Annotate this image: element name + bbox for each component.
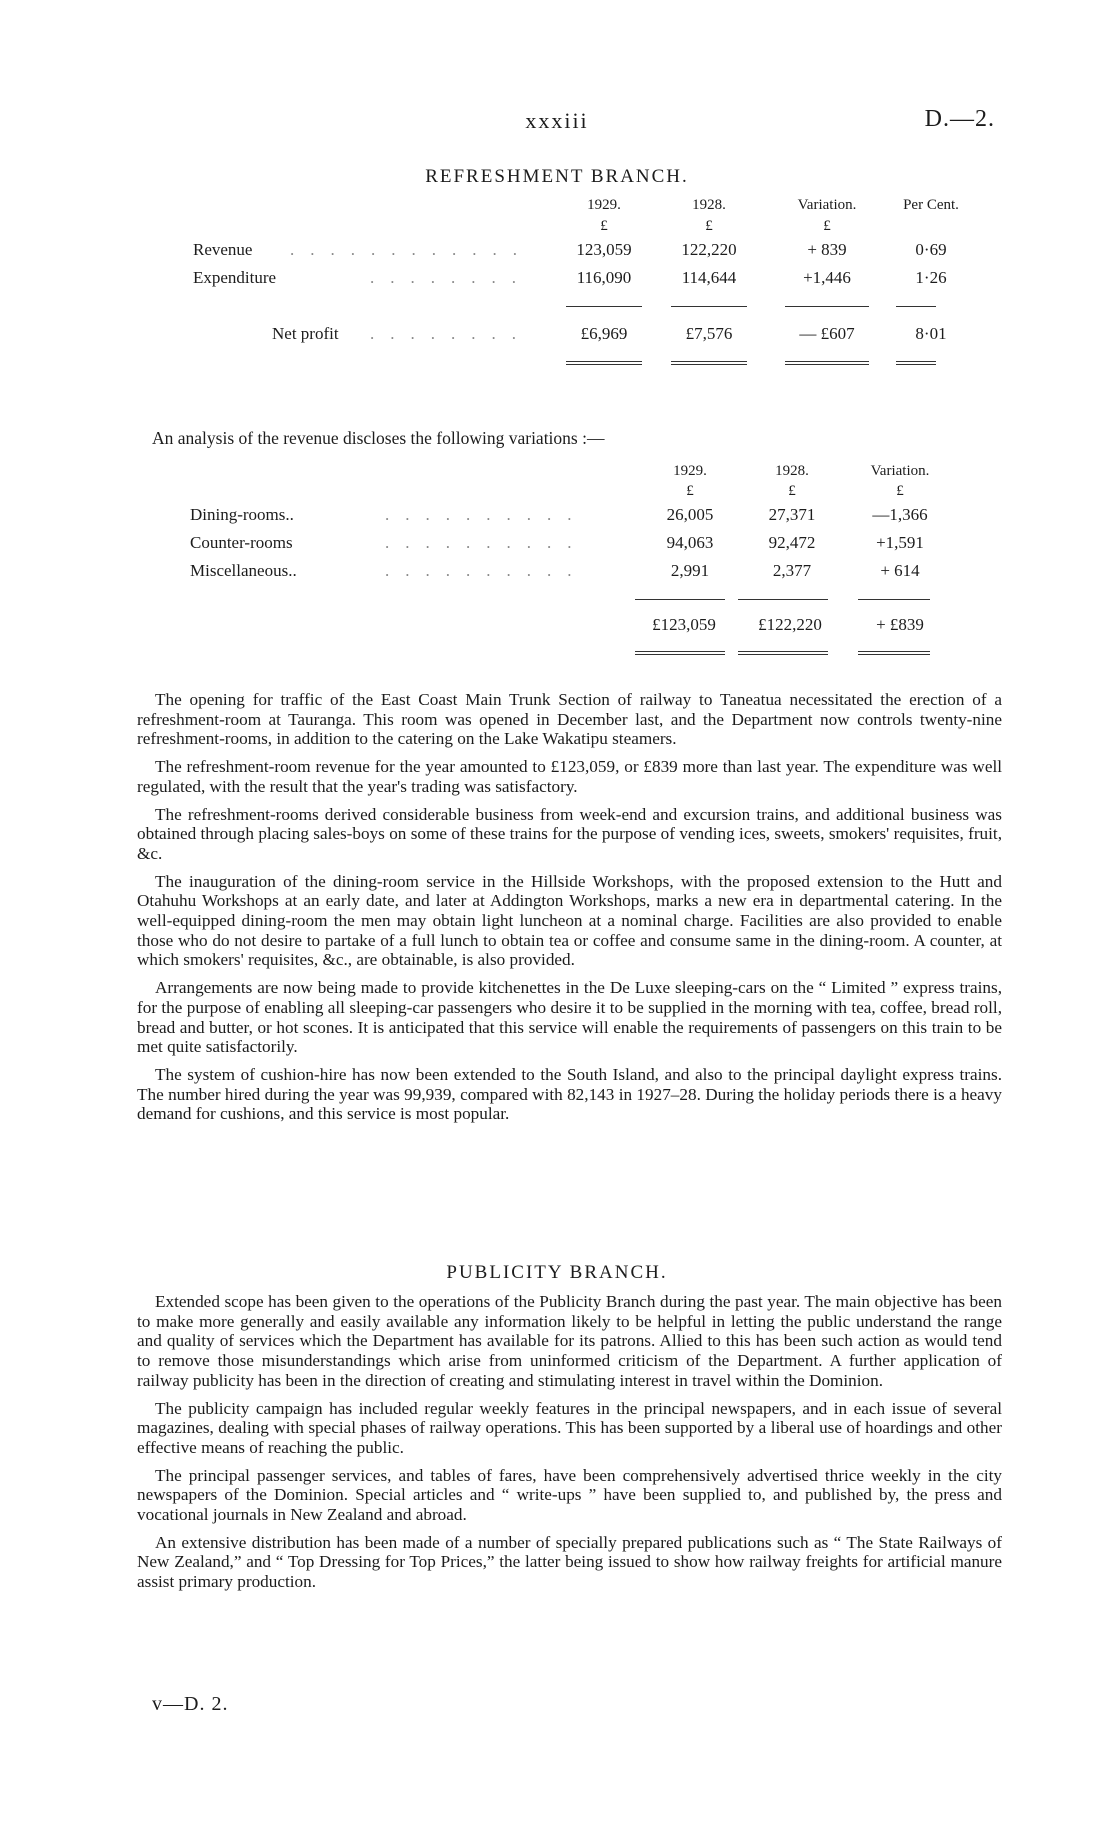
paragraph: The refreshment-rooms derived considerable business from week-end and excursion trains, and additional business was obtained through placing sales-boys on some of these trains for the purpose of vending ices, sweets, smokers' requisites, fruit, &c. <box>137 804 1002 863</box>
column-header: Variation. <box>870 463 930 479</box>
table-cell: 27,371 <box>768 505 816 524</box>
publicity-branch-title: PUBLICITY BRANCH. <box>446 1262 668 1283</box>
table-cell: + 614 <box>880 561 920 580</box>
row-label: Revenue <box>193 240 253 259</box>
row-label: Expenditure <box>193 268 277 287</box>
dot-leader: ........ <box>370 268 532 287</box>
column-header: 1929. <box>587 197 621 213</box>
unit-label: £ <box>788 483 796 499</box>
table-cell: 2,377 <box>772 561 812 580</box>
paragraph: The refreshment-room revenue for the year amounted to £123,059, or £839 more than last year. The expenditure was well regulated, with the result that the year's trading was satisfactory. <box>137 757 1002 796</box>
dot-leader: .......... <box>385 533 588 552</box>
table-cell: + £839 <box>876 615 924 634</box>
table-cell: 2,991 <box>670 561 710 580</box>
paragraph: The inauguration of the dining-room service in the Hillside Workshops, with the proposed extension to the Hutt and Otahuhu Workshops at an early date, and later at Addington Workshops, marks a new era in departmental catering. In the well-equipped dining-room the men may obtain light luncheon at a nominal charge. Facilities are also provided to enable those who do not desire to partake of a full lunch to obtain tea or coffee and consume same in the dining-room. A counter, at which smokers' requisites, &c., are obtainable, is also provided. <box>137 871 1002 970</box>
table-cell: + 839 <box>807 240 847 259</box>
paragraph: An extensive distribution has been made of a number of specially prepared publications such as “ The State Railways of New Zealand,” and “ Top Dressing for Top Prices,” the latter being issued to show how railway freights for artificial manure assist primary production. <box>137 1532 1002 1592</box>
table-cell: 94,063 <box>666 533 714 552</box>
total-double-rule <box>738 651 828 655</box>
dot-leader: ........ <box>370 324 532 343</box>
dot-leader: ............ <box>290 240 533 259</box>
sum-rule <box>635 599 725 600</box>
unit-label: £ <box>600 218 608 234</box>
row-label: Dining-rooms.. <box>190 505 294 524</box>
table-cell: £122,220 <box>758 615 822 634</box>
paragraph: The principal passenger services, and tables of fares, have been comprehensively advertised thrice weekly in the city newspapers of the Dominion. Special articles and “ write-ups ” have been supplied to, and published by, the press and vocational journals in New Zealand and abroad. <box>137 1465 1002 1525</box>
table-cell: £123,059 <box>652 615 716 634</box>
refreshment-branch-title: REFRESHMENT BRANCH. <box>425 166 689 187</box>
sum-rule <box>738 599 828 600</box>
table-cell: +1,446 <box>803 268 851 287</box>
paragraph: The opening for traffic of the East Coast Main Trunk Section of railway to Taneatua necessitated the erection of a refreshment-room at Tauranga. This room was opened in December last, and the Department now controls twenty-nine refreshment-rooms, in addition to the catering on the Lake Wakatipu steamers. <box>137 690 1002 749</box>
footer-signature: v—D. 2. <box>152 1693 229 1715</box>
unit-label: £ <box>823 218 831 234</box>
table-cell: 123,059 <box>576 240 632 259</box>
dot-leader: .......... <box>385 561 588 580</box>
table-cell: +1,591 <box>876 533 924 552</box>
row-label: Counter-rooms <box>190 533 293 552</box>
unit-label: £ <box>686 483 694 499</box>
table-cell: 116,090 <box>576 268 632 287</box>
paragraph: The system of cushion-hire has now been extended to the South Island, and also to the principal daylight express trains. The number hired during the year was 99,939, compared with 82,143 in 1927–28. During the holiday periods there is a heavy demand for cushions, and this service is most popular. <box>137 1064 1002 1124</box>
analysis-table <box>0 0 1114 670</box>
total-double-rule <box>635 651 725 655</box>
table-cell: 122,220 <box>681 240 737 259</box>
row-label: Miscellaneous.. <box>190 561 297 580</box>
unit-label: £ <box>705 218 713 234</box>
table-cell: 92,472 <box>768 533 816 552</box>
table-cell: 8·01 <box>915 324 947 343</box>
table-cell: £7,576 <box>685 324 733 343</box>
table-cell: — £607 <box>799 324 855 343</box>
refreshment-body <box>137 690 1002 1132</box>
paragraph: Extended scope has been given to the operations of the Publicity Branch during the past year. The main objective has been to make more generally and easily available any information likely to be helpful in letting the public understand the range and quality of services which the Department has available for its patrons. Allied to this has been such action as would tend to remove those misunderstandings which arise from uninformed criticism of the Department. A further application of railway publicity has been in the direction of creating and stimulating interest in travel within the Dominion. <box>137 1292 1002 1390</box>
page-number: xxxiii <box>525 108 589 133</box>
paragraph: Arrangements are now being made to provide kitchenettes in the De Luxe sleeping-cars on the “ Limited ” express trains, for the purpose of enabling all sleeping-car passengers who desire it to be supplied in the morning with tea, coffee, bread roll, bread and butter, or hot scones. It is anticipated that this service will enable the requirements of passengers on this train to be met quite satisfactorily. <box>137 978 1002 1057</box>
table-cell: 0·69 <box>915 240 947 259</box>
table-cell: —1,366 <box>872 505 928 524</box>
table-cell: 114,644 <box>681 268 737 287</box>
document-reference: D.—2. <box>924 106 995 132</box>
column-header: 1928. <box>775 463 809 479</box>
column-header: 1929. <box>673 463 707 479</box>
row-label: Net profit <box>272 324 339 343</box>
column-header: Variation. <box>797 197 857 213</box>
unit-label: £ <box>896 483 904 499</box>
table-cell: 26,005 <box>666 505 714 524</box>
table-cell: £6,969 <box>580 324 628 343</box>
publicity-body <box>137 1292 1002 1600</box>
dot-leader: .......... <box>385 505 588 524</box>
sum-rule <box>858 599 930 600</box>
column-header: Per Cent. <box>903 197 959 213</box>
column-header: 1928. <box>692 197 726 213</box>
analysis-intro: An analysis of the revenue discloses the following variations :— <box>152 428 605 448</box>
paragraph: The publicity campaign has included regular weekly features in the principal newspapers, and in each issue of several magazines, dealing with special phases of railway operations. This has been supported by a liberal use of hoardings and other effective means of reaching the public. <box>137 1398 1002 1457</box>
table-cell: 1·26 <box>915 268 947 287</box>
total-double-rule <box>858 651 930 655</box>
